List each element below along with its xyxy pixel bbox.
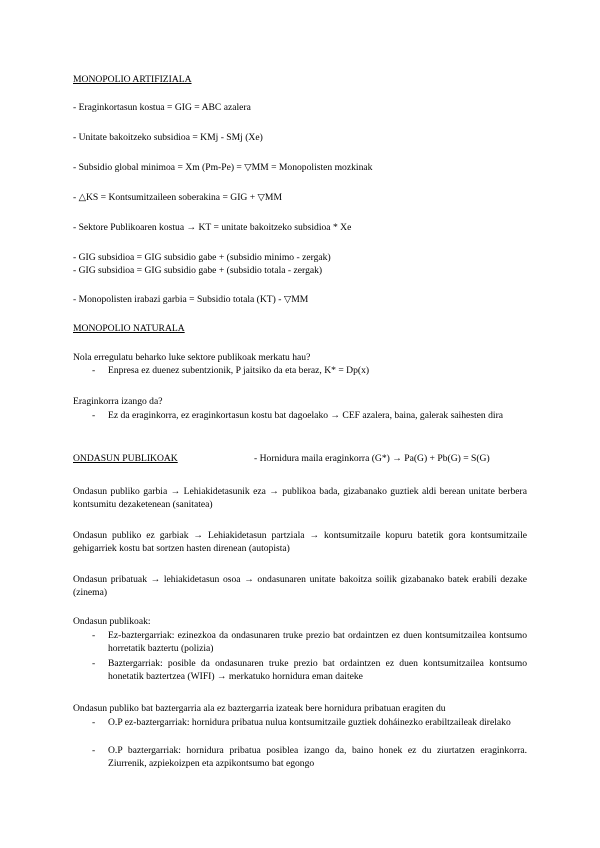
formula-line: - Hornidura maila eraginkorra (G*) → Pa(G) + Pb(G) = S(G) — [254, 453, 490, 464]
bullet-dash: - — [92, 410, 96, 421]
question-line: Eraginkorra izango da? — [73, 396, 163, 407]
list-item: O.P baztergarriak: hornidura pribatua posiblea izango da, baino honek ez du ziurtatzen eraginkorra. Ziurrenik, azpiekoizpen eta azpikontsumo bat egongo — [108, 745, 527, 769]
formula-line: - Unitate bakoitzeko subsidioa = KMj - SMj (Xe) — [73, 132, 263, 143]
bullet-dash: - — [92, 365, 96, 376]
list-item: O.P ez-baztergarriak: hornidura pribatua nulua kontsumitzaile guztiek doháinezko erabiltzaileak direlako — [108, 717, 511, 728]
list-item: Ez-baztergarriak: ezinezkoa da ondasunaren truke prezio bat ordaintzen ez duen kontsumitzailea kontsumo horretatik baztertu (polizia) — [108, 630, 527, 654]
bullet-dash: - — [92, 658, 96, 669]
bullet-text: Enpresa ez duenez subentzionik, P jaitsiko da eta beraz, K* = Dp(x) — [108, 365, 370, 376]
formula-line: - Eraginkortasun kostua = GIG = ABC azalera — [73, 102, 251, 113]
bullet-dash: - — [92, 630, 96, 641]
formula-line: - GIG subsidioa = GIG subsidio gabe + (subsidio totala - zergak) — [73, 265, 323, 276]
formula-line: - GIG subsidioa = GIG subsidio gabe + (subsidio minimo - zergak) — [73, 252, 331, 263]
heading-ondasun-publikoak: ONDASUN PUBLIKOAK — [73, 453, 178, 464]
bullet-dash: - — [92, 717, 96, 728]
list-title: Ondasun publikoak: — [73, 616, 151, 627]
bullet-dash: - — [92, 745, 96, 756]
list-title: Ondasun publiko bat baztergarria ala ez baztergarria izateak bere hornidura pribatuan eragiten du — [73, 703, 446, 714]
formula-line: - △KS = Kontsumitzaileen soberakina = GIG + ▽MM — [73, 192, 282, 203]
heading-monopolio-artifiziala: MONOPOLIO ARTIFIZIALA — [73, 74, 192, 85]
bullet-text: Ez da eraginkorra, ez eraginkortasun kostu bat dagoelako → CEF azalera, baina, galerak saihesten dira — [108, 410, 504, 421]
question-line: Nola erregulatu beharko luke sektore publikoak merkatu hau? — [73, 352, 311, 363]
paragraph: Ondasun pribatuak → lehiakidetasun osoa → ondasunaren unitate bakoitza soilik gizabanako batek erabili dezake (zinema) — [73, 574, 527, 598]
formula-line: - Subsidio global minimoa = Xm (Pm-Pe) = ▽MM = Monopolisten mozkinak — [73, 162, 373, 173]
formula-line: - Monopolisten irabazi garbia = Subsidio totala (KT) - ▽MM — [73, 294, 309, 305]
list-item: Baztergarriak: posible da ondasunaren truke prezio bat ordaintzen ez duen kontsumitzailea kontsumo honetatik baztertzea (WIFI) → merkatuko hornidura eman daiteke — [108, 658, 527, 682]
formula-line: - Sektore Publikoaren kostua → KT = unitate bakoitzeko subsidioa * Xe — [73, 222, 352, 233]
heading-monopolio-naturala: MONOPOLIO NATURALA — [73, 323, 185, 334]
paragraph: Ondasun publiko garbia → Lehiakidetasunik eza → publikoa bada, gizabanako guztiek aldi berean unitate berbera kontsumitu dezaketenean (sanitatea) — [73, 486, 527, 510]
paragraph: Ondasun publiko ez garbiak → Lehiakidetasun partziala → kontsumitzaile kopuru batetik gora kontsumitzaile gehigarriek kostu bat sortzen hasten direnean (autopista) — [73, 530, 527, 554]
